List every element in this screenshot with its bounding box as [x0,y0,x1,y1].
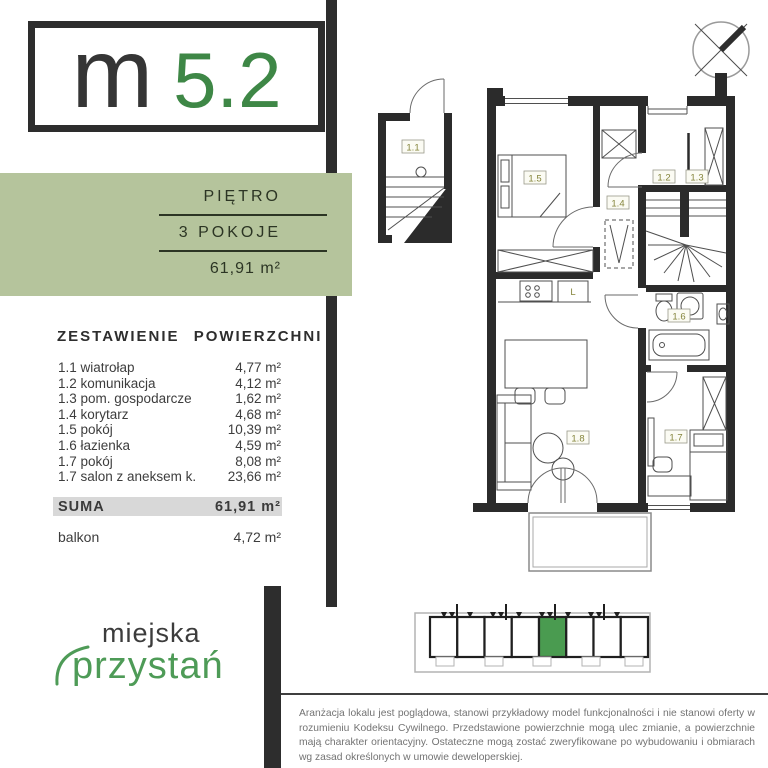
site-unit [594,617,621,657]
room-label: 1.3 [690,172,704,184]
room-label: 1.6 [672,311,686,323]
summary-banner [0,173,352,296]
banner-divider [159,250,327,252]
vestibule-walls [378,113,452,243]
room-area: 10,39 m² [227,422,281,438]
area-table-row [58,454,281,470]
room-area: 4,59 m² [235,437,281,453]
room-label: 1.8 [571,433,585,445]
room-area: 4,12 m² [235,375,281,391]
room-label: 1.2 [657,172,671,184]
rooms-label: 3 POKOJE [178,224,281,241]
kitchen [498,281,591,404]
balcony-value: 4,72 m² [233,529,281,545]
developer-logo [50,612,265,707]
area-sum-row [53,497,282,516]
area-table [58,360,281,485]
footer-divider-bar [264,586,281,768]
footer-divider-line [281,693,768,695]
site-unit-highlighted [539,617,566,657]
area-table-title: ZESTAWIENIE POWIERZCHNI [57,328,323,345]
room-name: 1.1 wiatrołap [58,360,135,375]
area-table-row [58,469,281,485]
room-area: 4,77 m² [235,360,281,375]
legal-disclaimer: Aranżacja lokalu jest poglądowa, stanowi przykładowy model funkcjonalności i nie stanowi oferty w rozumieniu Kodeksu Cywilnego. Przedstawione powierzchnie mogą ulec zmianie, a powierzchnie mają charakter orientacyjny. Ostateczne mogą zostać zweryfikowane po wybudowaniu i obmiarach wg zasad określonych w umowie deweloperskiej. [299,708,755,763]
balcony [529,513,651,571]
room-name: 1.2 komunikacja [58,375,156,391]
vertical-divider-bar [326,0,337,607]
floor-plan [370,85,740,595]
balcony-row [58,529,281,545]
floor-label: PIĘTRO [203,188,281,205]
room-label: 1.7 [669,432,683,444]
area-table-row [58,391,281,407]
area-table-row [58,422,281,438]
site-diagram [400,600,680,690]
vestibule-door [410,79,444,113]
sum-value: 61,91 m² [214,498,281,515]
area-table-row [58,376,281,392]
summary-banner-content [159,185,327,281]
logo-word-miejska: miejska [102,618,201,648]
living-room-furniture [497,395,574,490]
unit-number: 5.2 [173,36,282,124]
site-unit [566,617,593,657]
site-notch [625,657,643,666]
stairwell [646,192,726,282]
small-room-furniture [648,418,727,500]
room-area: 8,08 m² [235,453,281,469]
fridge-label: L [570,287,576,298]
room-area: 4,68 m² [235,406,281,422]
site-unit [485,617,512,657]
area-table-row [58,438,281,454]
room-name: 1.7 salon z aneksem k. [58,469,197,485]
sum-label: SUMA [58,498,105,515]
logo-word-przystan: przystań [72,645,224,687]
room-label: 1.5 [528,173,542,185]
room-label: 1.1 [406,142,420,154]
site-notch [582,657,600,666]
bedroom-furniture [498,155,566,217]
room-label: 1.4 [611,198,625,210]
site-notch [485,657,503,666]
site-notch [533,657,551,666]
room-name: 1.6 łazienka [58,437,131,453]
banner-divider [159,214,327,216]
balcony-label: balkon [58,529,100,545]
room-area: 23,66 m² [227,469,281,485]
site-unit [457,617,484,657]
area-table-row [58,407,281,423]
room-name: 1.7 pokój [58,453,113,469]
area-table-row [58,360,281,376]
doors [528,153,677,503]
site-units [430,617,648,657]
site-unit [512,617,539,657]
site-notch [436,657,454,666]
room-area: 1,62 m² [235,391,281,407]
site-unit [621,617,648,657]
total-area-label: 61,91 m² [209,260,281,277]
room-name: 1.5 pokój [58,422,113,438]
unit-logo-box [28,18,325,132]
room-name: 1.4 korytarz [58,406,129,422]
brand-letter: m [71,18,154,128]
bathroom-fixtures [649,293,729,360]
site-unit [430,617,457,657]
room-name: 1.3 pom. gospodarcze [58,391,192,407]
